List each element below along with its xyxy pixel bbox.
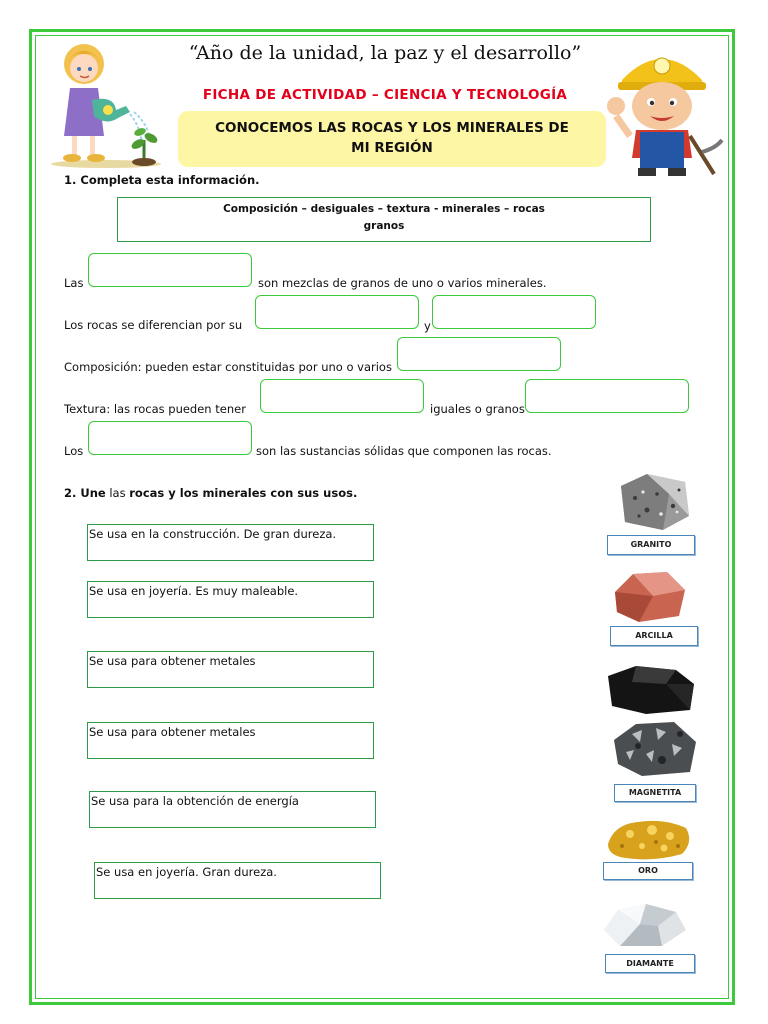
use-box-2[interactable]: Se usa en joyería. Es muy maleable. <box>87 581 374 618</box>
blank-4[interactable] <box>397 337 561 371</box>
motto-text: “Año de la unidad, la paz y el desarrollo” <box>188 42 582 64</box>
label-diamante[interactable]: DIAMANTE <box>605 954 695 973</box>
blank-5[interactable] <box>260 379 424 413</box>
label-magnetita[interactable]: MAGNETITA <box>614 784 696 802</box>
sentence2-and: y <box>424 319 431 333</box>
sentence5-start: Los <box>64 444 84 458</box>
blank-7[interactable] <box>88 421 252 455</box>
diamond-crystal-image[interactable] <box>600 900 690 950</box>
title-line-2: MI REGIÓN <box>351 140 433 156</box>
section2-heading-num: 2. Une <box>64 486 106 500</box>
use-box-4[interactable]: Se usa para obtener metales <box>87 722 374 759</box>
section2-heading-mid: las <box>109 486 126 500</box>
blank-1[interactable] <box>88 253 252 287</box>
blank-2[interactable] <box>255 295 419 329</box>
sentence1-end: son mezclas de granos de uno o varios minerales. <box>258 276 547 290</box>
section2-heading-rest: rocas y los minerales con sus usos. <box>129 486 358 500</box>
sentence4-start: Textura: las rocas pueden tener <box>64 402 246 416</box>
use-box-5[interactable]: Se usa para la obtención de energía <box>89 791 376 828</box>
girl-watering-plant-illustration <box>44 40 164 170</box>
magnetite-rock-image[interactable] <box>612 720 698 778</box>
sentence3-start: Composición: pueden estar constituidas por uno o varios <box>64 360 392 374</box>
sentence2-start: Los rocas se diferencian por su <box>64 318 243 332</box>
section1-heading: 1. Completa esta información. <box>64 173 260 187</box>
use-box-1[interactable]: Se usa en la construcción. De gran dureza. <box>87 524 374 561</box>
use-box-6[interactable]: Se usa en joyería. Gran dureza. <box>94 862 381 899</box>
sentence4-mid: iguales o granos <box>430 402 525 416</box>
sentence1-start: Las <box>64 276 84 290</box>
blank-3[interactable] <box>432 295 596 329</box>
label-arcilla[interactable]: ARCILLA <box>610 626 698 646</box>
section2-heading <box>64 486 357 500</box>
title-line-1: CONOCEMOS LAS ROCAS Y LOS MINERALES DE <box>215 120 569 136</box>
use-box-3[interactable]: Se usa para obtener metales <box>87 651 374 688</box>
gold-nugget-image[interactable] <box>604 816 694 862</box>
coal-rock-image[interactable] <box>606 664 696 716</box>
title-banner <box>178 111 606 167</box>
word-bank-line-2: granos <box>363 220 405 232</box>
label-oro[interactable]: ORO <box>603 862 693 880</box>
granite-rock-image[interactable] <box>617 472 691 532</box>
word-bank-line-1: Composición – desiguales – textura - minerales – rocas <box>223 203 545 215</box>
miner-boy-illustration <box>602 40 724 178</box>
clay-rock-image[interactable] <box>613 570 687 624</box>
blank-6[interactable] <box>525 379 689 413</box>
word-bank-box <box>117 197 651 242</box>
worksheet-subtitle: FICHA DE ACTIVIDAD – CIENCIA Y TECNOLOGÍA <box>202 87 568 103</box>
sentence5-end: son las sustancias sólidas que componen las rocas. <box>256 444 552 458</box>
label-granito[interactable]: GRANITO <box>607 535 695 555</box>
